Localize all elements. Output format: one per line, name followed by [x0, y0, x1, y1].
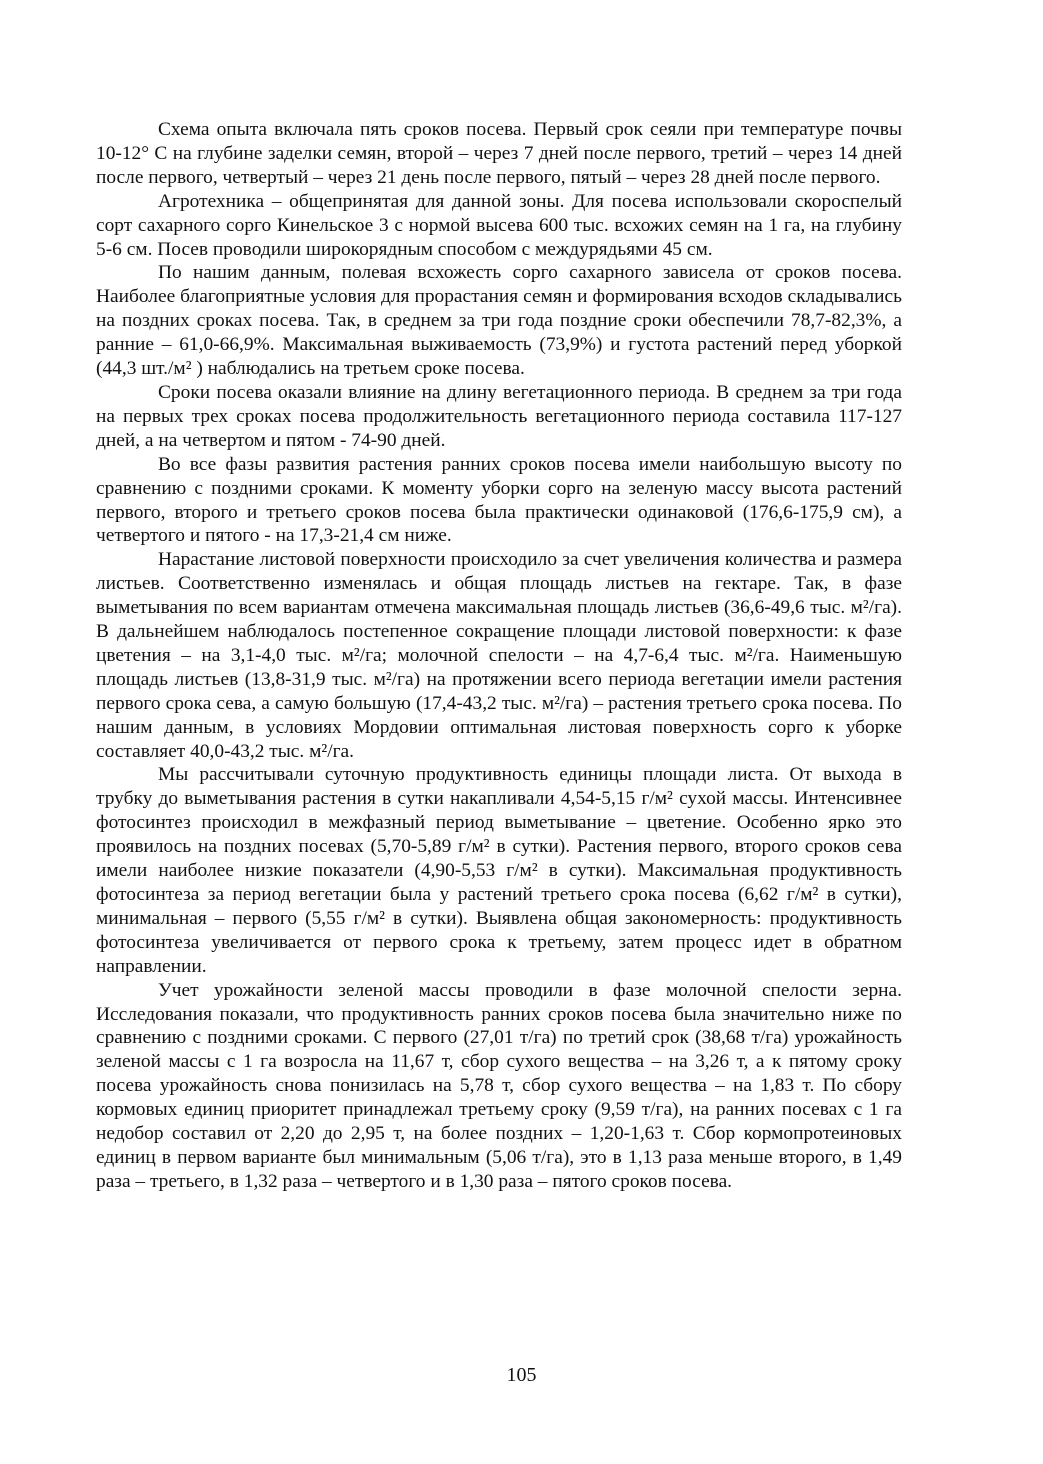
- paragraph-leaf-surface: Нарастание листовой поверхности происходило за счет увеличения количества и размера листьев. Соответственно изменялась и общая площадь листьев на гектаре. Так, в фазе выметывания по всем вариантам отмечена максимальная площадь листьев (36,6-49,6 тыс. м²/га). В дальнейшем наблюдалось постепенное сокращение площади листовой поверхности: к фазе цветения – на 3,1-4,0 тыс. м²/га; молочной спелости – на 4,7-6,4 тыс. м²/га. Наименьшую площадь листьев (13,8-31,9 тыс. м²/га) на протяжении всего периода вегетации имели растения первого срока сева, а самую большую (17,4-43,2 тыс. м²/га) – растения третьего срока посева. По нашим данным, в условиях Мордовии оптимальная листовая поверхность сорго к уборке составляет 40,0-43,2 тыс. м²/га.: [96, 549, 902, 762]
- page-number: 105: [506, 1364, 537, 1386]
- paragraph-vegetation-period: Сроки посева оказали влияние на длину вегетационного периода. В среднем за три года на первых трех сроках посева продолжительность вегетационного периода составила 117-127 дней, а на четвертом и пятом - 74-90 дней.: [96, 381, 902, 451]
- paragraph-plant-height: Во все фазы развития растения ранних сроков посева имели наибольшую высоту по сравнению с поздними сроками. К моменту уборки сорго на зеленую массу высота растений первого, второго и третьего сроков посева была практически одинаковой (176,6-175,9 см), а четвертого и пятого - на 17,3-21,4 см ниже.: [96, 453, 902, 547]
- paragraph-germination: По нашим данным, полевая всхожесть сорго сахарного зависела от сроков посева. Наиболее благоприятные условия для прорастания семян и формирования всходов складывались на поздних сроках посева. Так, в среднем за три года поздние сроки обеспечили 78,7-82,3%, а ранние – 61,0-66,9%. Максимальная выживаемость (73,9%) и густота растений перед уборкой (44,3 шт./м² ) наблюдались на третьем сроке посева.: [96, 262, 902, 380]
- page-body: [96, 118, 902, 1194]
- paragraph-agrotechnics: Агротехника – общепринятая для данной зоны. Для посева использовали скороспелый сорт сахарного сорго Кинельское 3 с нормой высева 600 тыс. всхожих семян на 1 га, на глубину 5-6 см. Посев проводили широкорядным способом с междурядьями 45 см.: [96, 190, 902, 260]
- paragraph-yield: Учет урожайности зеленой массы проводили в фазе молочной спелости зерна. Исследования показали, что продуктивность ранних сроков посева была значительно ниже по сравнению с поздними сроками. С первого (27,01 т/га) по третий срок (38,68 т/га) урожайность зеленой массы с 1 га возросла на 11,67 т, сбор сухого вещества – на 3,26 т, а к пятому сроку посева урожайность снова понизилась на 5,78 т, сбор сухого вещества – на 1,83 т. По сбору кормовых единиц приоритет принадлежал третьему сроку (9,59 т/га), на ранних посевах с 1 га недобор составил от 2,20 до 2,95 т, на более поздних – 1,20-1,63 т. Сбор кормопротеиновых единиц в первом варианте был минимальным (5,06 т/га), это в 1,13 раза меньше второго, в 1,49 раза – третьего, в 1,32 раза – четвертого и в 1,30 раза – пятого сроков посева.: [96, 979, 902, 1192]
- paragraph-leaf-productivity: Мы рассчитывали суточную продуктивность единицы площади листа. От выхода в трубку до выметывания растения в сутки накапливали 4,54-5,15 г/м² сухой массы. Интенсивнее фотосинтез происходил в межфазный период выметывание – цветение. Особенно ярко это проявилось на поздних посевах (5,70-5,89 г/м² в сутки). Растения первого, второго сроков сева имели наиболее низкие показатели (4,90-5,53 г/м² в сутки). Максимальная продуктивность фотосинтеза за период вегетации была у растений третьего срока посева (6,62 г/м² в сутки), минимальная – первого (5,55 г/м² в сутки). Выявлена общая закономерность: продуктивность фотосинтеза увеличивается от первого срока к третьему, затем процесс идет в обратном направлении.: [96, 764, 902, 977]
- paragraph-experiment-scheme: Схема опыта включала пять сроков посева. Первый срок сеяли при температуре почвы 10-12° С на глубине заделки семян, второй – через 7 дней после первого, третий – через 14 дней после первого, четвертый – через 21 день после первого, пятый – через 28 дней после первого.: [96, 119, 902, 188]
